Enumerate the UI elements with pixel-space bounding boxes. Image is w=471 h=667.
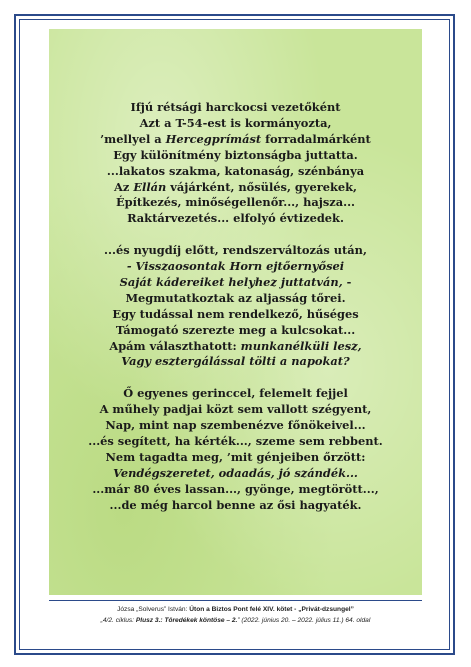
poem-line <box>49 195 422 211</box>
poem-line <box>49 450 422 466</box>
poem-line <box>49 498 422 514</box>
poem-line-segment: Építkezés, minőségellenőr..., hajsza... <box>115 195 356 210</box>
poem-background-panel <box>49 29 422 595</box>
poem-line-segment: Raktárvezetés... elfolyó évtizedek. <box>127 211 344 226</box>
poem-stanza <box>49 100 422 227</box>
poem-line-segment: forradalmárként <box>261 131 371 146</box>
poem-line-segment: Egy tudással nem rendelkező, hűséges <box>112 306 359 321</box>
footer-line-cycle-page <box>49 615 422 626</box>
poem-line <box>49 291 422 307</box>
poem-line <box>49 466 422 482</box>
footer-text-segment: „4/2. ciklus: <box>100 617 136 624</box>
poem-line-segment: Vendégszeretet, odaadás, jó szándék... <box>113 465 358 480</box>
poem-line-segment: Egy különítmény biztonságba juttatta. <box>113 147 358 162</box>
footer-text-segment: Úton a Biztos Pont felé XIV. kötet - „Privát-dzsungel” <box>189 606 354 613</box>
poem-line <box>49 307 422 323</box>
poem-line <box>49 164 422 180</box>
poem-line <box>49 402 422 418</box>
poem-line-segment: - <box>342 274 352 289</box>
poem-line-segment: Nem tagadta meg, ’mit génjeiben őrzött: <box>105 449 366 464</box>
poem-line <box>49 386 422 402</box>
poem-line <box>49 243 422 259</box>
poem-line <box>49 100 422 116</box>
poem-line-segment: ...és nyugdíj előtt, rendszerváltozás után, <box>104 243 367 258</box>
poem-line-segment: Ifjú rétsági harckocsi vezetőként <box>130 100 341 114</box>
poem-line-segment: ...lakatos szakma, katonaság, szénbánya <box>106 163 365 178</box>
footer-text-segment: Józsa „Solverus” István: <box>117 606 190 613</box>
poem-text <box>49 100 422 529</box>
poem-line <box>49 323 422 339</box>
poem-line-segment: A műhely padjai közt sem vallott szégyent, <box>99 402 372 417</box>
poem-line-segment: ’mellyel a <box>100 131 166 146</box>
poem-line-segment: ...már 80 éves lassan..., gyönge, megtörött..., <box>92 481 379 496</box>
poem-line-segment: Saját kádereiket helyhez juttatván, <box>119 274 343 289</box>
poem-stanza <box>49 386 422 513</box>
poem-line <box>49 354 422 370</box>
poem-line-segment: munkanélküli lesz, <box>240 338 362 353</box>
poem-line <box>49 275 422 291</box>
poem-line <box>49 482 422 498</box>
poem-line <box>49 132 422 148</box>
poem-line-segment: Vagy esztergálással tölti a napokat? <box>121 354 350 369</box>
poem-line <box>49 180 422 196</box>
poem-line <box>49 339 422 355</box>
poem-line-segment: Ellán <box>133 179 167 194</box>
poem-line <box>49 116 422 132</box>
footer-text-segment: ” (2022. június 20. – 2022. július 11.) 64. oldal <box>237 617 371 624</box>
poem-line-segment: Apám választhatott: <box>109 338 241 353</box>
poem-line-segment: Nap, mint nap szembenézve főnökeivel... <box>105 418 366 433</box>
footer-text-segment: Plusz 3.: Töredékek köntöse – 2. <box>135 617 238 624</box>
poem-line-segment: ...és segített, ha kérték..., szeme sem rebbent. <box>88 434 383 448</box>
poem-line-segment: Azt a T-54-est is kormányozta, <box>139 115 332 130</box>
poem-line-segment: Hercegprímást <box>165 131 262 146</box>
poem-line <box>49 418 422 434</box>
poem-line-segment: Támogató szerezte meg a kulcsokat... <box>115 322 356 337</box>
poem-line <box>49 434 422 450</box>
poem-line-segment: Az <box>114 179 134 194</box>
poem-line-segment: ...de még harcol benne az ősi hagyaték. <box>109 497 362 512</box>
poem-line-segment: Megmutatkoztak az aljasság tőrei. <box>125 290 346 305</box>
poem-stanza <box>49 243 422 370</box>
footer-line-author-volume <box>49 604 422 615</box>
poem-line-segment: - Visszaosontak Horn ejtőernyősei <box>126 259 345 274</box>
poem-line-segment: Ő egyenes gerinccel, felemelt fejjel <box>123 386 348 401</box>
poem-line-segment: vájárként, nősülés, gyerekek, <box>166 179 357 194</box>
poem-line <box>49 211 422 227</box>
poem-line <box>49 259 422 275</box>
page-footer <box>49 600 422 626</box>
poem-line <box>49 148 422 164</box>
